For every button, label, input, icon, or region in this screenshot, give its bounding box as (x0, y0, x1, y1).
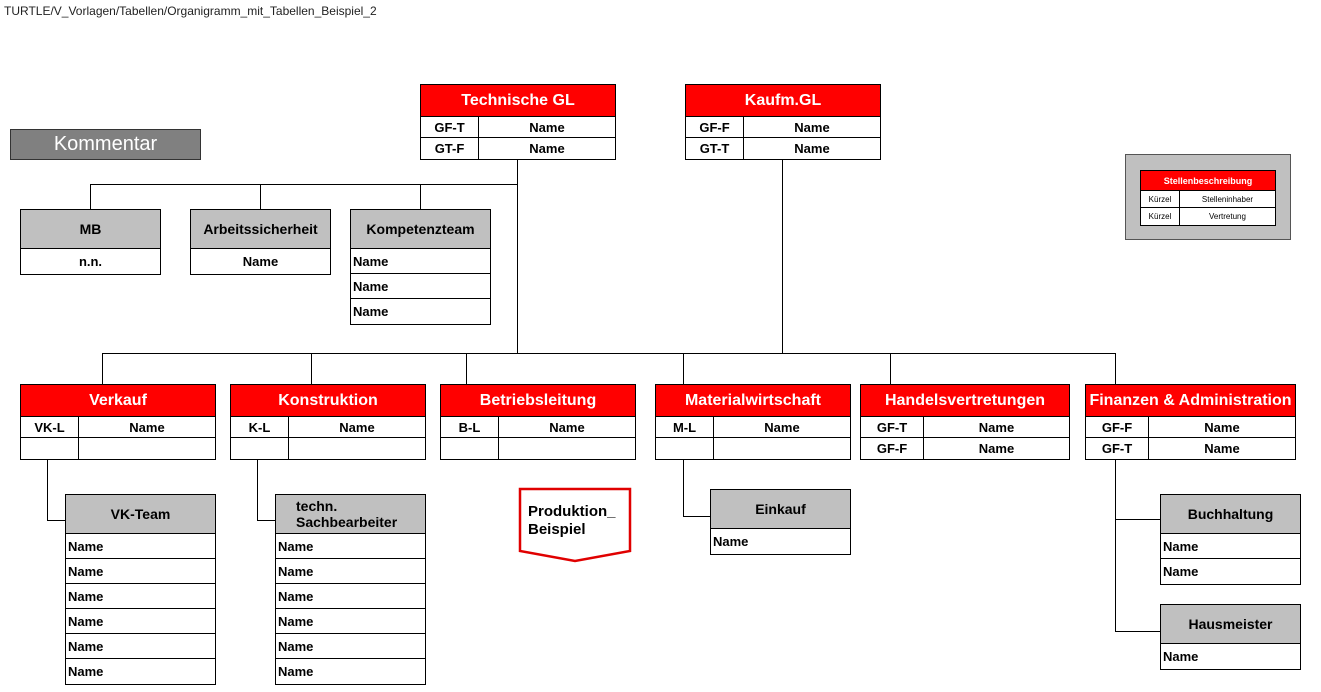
connector-einkauf-v (683, 460, 684, 517)
connector-finanzen (1115, 353, 1116, 385)
document-path: TURTLE/V_Vorlagen/Tabellen/Organigramm_mit_Tabellen_Beispiel_2 (4, 4, 377, 18)
name-row: Name (276, 534, 425, 559)
table-row (1086, 438, 1295, 459)
abbrev-cell: GF-T (861, 417, 924, 437)
table-row (421, 117, 615, 138)
legend-cell: Stelleninhaber (1201, 194, 1254, 204)
name-row: Name (1163, 649, 1199, 664)
box-mb[interactable] (20, 209, 161, 275)
connector-konstruktion (311, 353, 312, 385)
connector-material (683, 353, 684, 385)
connector-handel (890, 353, 891, 385)
name-row: Name (66, 559, 215, 584)
table-row (441, 417, 635, 438)
abbrev-cell: GF-F (861, 438, 924, 459)
produktion-label-line2: Beispiel (528, 521, 586, 538)
name-row: Name (276, 559, 425, 584)
name-row: Name (276, 584, 425, 609)
box-hausmeister[interactable] (1160, 604, 1301, 670)
abbrev-cell: GT-F (421, 138, 479, 159)
legend-row (1141, 208, 1275, 225)
table-row (421, 138, 615, 159)
abbrev-cell: B-L (441, 417, 499, 437)
box-finanzen-administration[interactable] (1085, 384, 1296, 460)
box-technische-gl[interactable] (420, 84, 616, 160)
box-arbeitssicherheit[interactable] (190, 209, 331, 275)
name-row: Name (66, 584, 215, 609)
box-title: Kompetenzteam (351, 210, 490, 249)
abbrev-cell: GF-T (421, 117, 479, 137)
name-cell: Name (794, 119, 830, 135)
table-row (686, 117, 880, 138)
name-cell: Name (978, 419, 1015, 435)
box-title-line2: Sachbearbeiter (296, 514, 398, 530)
produktion-label-line1: Produktion_ (528, 503, 616, 520)
produktion-label (528, 503, 616, 539)
name-cell: Name (1204, 441, 1240, 456)
name-cell: Name (529, 119, 565, 135)
comment-box[interactable]: Kommentar (10, 129, 201, 160)
name-row: Name (66, 634, 215, 659)
connector-finanzen-v (1115, 460, 1116, 632)
abbrev-cell: GF-F (1086, 417, 1149, 437)
connector-betrieb (466, 353, 467, 385)
name-cell (499, 438, 635, 459)
box-kompetenzteam[interactable] (350, 209, 491, 325)
table-row (861, 438, 1069, 459)
box-title: Arbeitssicherheit (191, 210, 330, 249)
legend-box (1125, 154, 1291, 240)
box-title: Buchhaltung (1161, 495, 1300, 534)
box-buchhaltung[interactable] (1160, 494, 1301, 585)
name-row: Name (66, 534, 215, 559)
table-row (686, 138, 880, 159)
abbrev-cell: GF-T (1086, 438, 1149, 459)
legend-title: Stellenbeschreibung (1141, 171, 1275, 191)
box-handelsvertretungen[interactable] (860, 384, 1070, 460)
connector-staff-bar (90, 184, 518, 185)
name-row: Name (66, 609, 215, 634)
abbrev-cell: K-L (231, 417, 289, 437)
produktion-beispiel-shape[interactable] (518, 487, 632, 563)
name-row: Name (278, 664, 314, 679)
connector-kompetenz (420, 184, 421, 210)
box-einkauf[interactable] (710, 489, 851, 555)
name-cell: Name (549, 419, 585, 435)
legend-cell: Kürzel (1141, 191, 1180, 207)
table-row (21, 417, 215, 438)
connector-techn-h (257, 520, 276, 521)
abbrev-cell (21, 438, 79, 459)
box-betriebsleitung[interactable] (440, 384, 636, 460)
name-cell: Name (978, 441, 1015, 456)
connector-kgl-main (782, 160, 783, 354)
box-title: Materialwirtschaft (656, 385, 850, 417)
connector-hausmeister-h (1115, 631, 1161, 632)
name-cell: Name (129, 419, 165, 435)
name-row: Name (353, 304, 389, 319)
name-cell (289, 438, 425, 459)
table-row (656, 438, 850, 459)
box-vk-team[interactable] (65, 494, 216, 685)
name-row: Name (351, 274, 490, 299)
table-row (656, 417, 850, 438)
name-cell (79, 438, 215, 459)
connector-verkauf (102, 353, 103, 385)
legend-cell: Kürzel (1141, 208, 1180, 225)
name-cell: Name (764, 419, 800, 435)
box-title: Kaufm.GL (686, 85, 880, 117)
name-cell: Name (1204, 419, 1240, 435)
box-title: Hausmeister (1161, 605, 1300, 644)
name-cell (714, 438, 850, 459)
table-row (861, 417, 1069, 438)
box-title: Verkauf (21, 385, 215, 417)
box-konstruktion[interactable] (230, 384, 426, 460)
abbrev-cell (441, 438, 499, 459)
abbrev-cell (231, 438, 289, 459)
box-techn-sachbearbeiter[interactable] (275, 494, 426, 685)
name-cell: Name (339, 419, 375, 435)
legend-table (1140, 170, 1276, 226)
connector-dept-bar (102, 353, 1116, 354)
box-title: MB (21, 210, 160, 249)
box-title: Betriebsleitung (441, 385, 635, 417)
name-row: n.n. (78, 254, 103, 269)
box-title: Technische GL (421, 85, 615, 117)
name-row: Name (242, 254, 279, 269)
box-title (276, 495, 425, 534)
connector-vkteam-v (47, 460, 48, 521)
abbrev-cell: VK-L (21, 417, 79, 437)
legend-cell: Vertretung (1209, 212, 1246, 221)
abbrev-cell (656, 438, 714, 459)
name-row: Name (713, 534, 749, 549)
abbrev-cell: GF-F (686, 117, 744, 137)
abbrev-cell: GT-T (686, 138, 744, 159)
name-row: Name (276, 634, 425, 659)
connector-arbeit (260, 184, 261, 210)
box-title: Einkauf (711, 490, 850, 529)
table-row (231, 417, 425, 438)
table-row (441, 438, 635, 459)
name-cell: Name (529, 141, 565, 156)
name-row: Name (1163, 564, 1199, 579)
connector-techn-v (257, 460, 258, 521)
connector-buchhaltung-h (1115, 519, 1161, 520)
abbrev-cell: M-L (656, 417, 714, 437)
box-title: VK-Team (66, 495, 215, 534)
name-row: Name (276, 609, 425, 634)
table-row (231, 438, 425, 459)
table-row (21, 438, 215, 459)
box-materialwirtschaft[interactable] (655, 384, 851, 460)
box-title: Konstruktion (231, 385, 425, 417)
box-title: Handelsvertretungen (861, 385, 1069, 417)
name-row: Name (351, 249, 490, 274)
name-row: Name (68, 664, 104, 679)
name-cell: Name (794, 141, 830, 156)
connector-einkauf-h (683, 516, 711, 517)
connector-tgl-main (517, 160, 518, 354)
box-title-line1: techn. (296, 498, 338, 514)
box-title: Finanzen & Administration (1086, 385, 1295, 417)
name-row: Name (1161, 534, 1300, 559)
connector-mb (90, 184, 91, 210)
box-verkauf[interactable] (20, 384, 216, 460)
table-row (1086, 417, 1295, 438)
connector-vkteam-h (47, 520, 66, 521)
legend-row (1141, 191, 1275, 208)
box-kaufm-gl[interactable] (685, 84, 881, 160)
